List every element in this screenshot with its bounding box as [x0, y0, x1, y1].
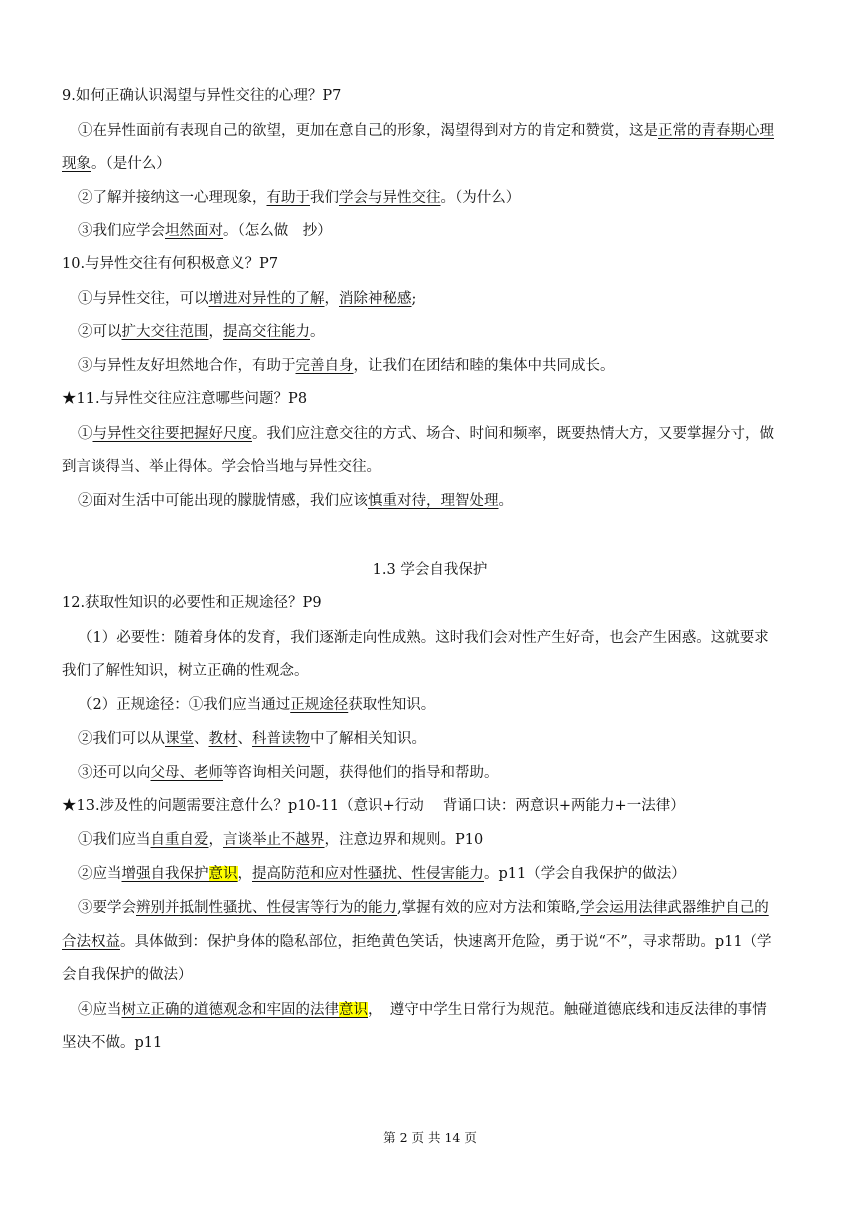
highlighted-text: 意识: [208, 866, 238, 882]
q13-para-4-line-2: [62, 1033, 802, 1053]
q11-para-2: [78, 491, 818, 511]
underlined-text: 坦然面对: [165, 223, 223, 239]
underlined-text: 正规途径: [290, 697, 349, 713]
q10-para-1: [78, 289, 818, 309]
text: 。我们应注意交往的方式、场合、时间和频率，既要热情大方，又要掌握分寸，做: [252, 426, 774, 442]
text: 。: [310, 324, 325, 340]
text: 我们了解性知识，树立正确的性观念。: [62, 663, 309, 679]
text: 到言谈得当、举止得体。学会恰当地与异性交往。: [62, 459, 381, 475]
underlined-text: 教材: [208, 731, 238, 747]
q13-para-2: [78, 864, 818, 884]
text: ①我们应当: [78, 832, 151, 848]
underlined-text: 现象: [62, 156, 91, 172]
text: 我们: [310, 190, 339, 206]
text: ，让我们在团结和睦的集体中共同成长。: [353, 358, 615, 374]
underlined-text: 扩大交往范围: [121, 324, 209, 340]
q9-para-3: [78, 221, 818, 241]
q9-para-1-line-2: [62, 154, 802, 174]
text: ③与异性友好坦然地合作，有助于: [78, 358, 296, 374]
q13-para-3-line-2: [62, 932, 802, 952]
underlined-text: 与异性交往要把握好尺度: [92, 426, 252, 442]
text: ， 遵守中学生日常行为规范。触碰道德底线和违反法律的事情: [368, 1002, 767, 1018]
q12-title-text: 12.获取性知识的必要性和正规途径？P9: [62, 595, 322, 611]
q13-para-3: [78, 898, 818, 918]
underlined-text: 完善自身: [295, 358, 354, 374]
text: ;: [411, 291, 417, 307]
text: ③我们应学会: [78, 223, 165, 239]
text: ②了解并接纳这一心理现象，: [78, 190, 267, 206]
q10-title: [62, 254, 802, 274]
text: ②我们可以从: [78, 731, 165, 747]
underlined-text: 自重自爱: [150, 832, 209, 848]
text: 中了解相关知识。: [310, 731, 426, 747]
text: ①与异性交往，可以: [78, 291, 209, 307]
text: 。p11（学会自我保护的做法）: [484, 866, 686, 882]
text: ②应当: [78, 866, 122, 882]
text: 会自我保护的做法）: [62, 967, 193, 983]
text: 。: [498, 493, 513, 509]
q11-para-1-line-2: [62, 457, 802, 477]
text: ①在异性面前有表现自己的欲望，更加在意自己的形象，渴望得到对方的肯定和赞赏，这是: [78, 123, 658, 139]
text: （1）必要性：随着身体的发育，我们逐渐走向性成熟。这时我们会对性产生好奇，也会产生困惑。这就要求: [78, 630, 769, 646]
underlined-text: 学会与异性交往: [339, 190, 441, 206]
q9-para-1: [78, 121, 818, 141]
text: ,掌握有效的应对方法和策略,: [397, 900, 581, 916]
underlined-text: 有助于: [266, 190, 310, 206]
q9-para-2: [78, 188, 818, 208]
underlined-text: 增强自我保护: [121, 866, 209, 882]
underlined-text: 树立正确的道德观念和牢固的法律: [121, 1002, 339, 1018]
text: ③要学会: [78, 900, 136, 916]
underlined-text: 提高交往能力: [223, 324, 310, 340]
text: ②可以: [78, 324, 122, 340]
q13-para-4: [78, 1000, 818, 1020]
section-heading-text: 1.3 学会自我保护: [372, 562, 488, 578]
q12-para-3: [78, 729, 818, 749]
underlined-text: 科普读物: [252, 731, 310, 747]
underlined-text: 合法权益: [62, 934, 120, 950]
text: ，: [324, 291, 339, 307]
q13-title: [62, 796, 802, 816]
text: 。（是什么）: [91, 156, 171, 172]
q11-title: [62, 389, 802, 409]
underlined-text: 提高防范和应对性骚扰、性侵害能力: [252, 866, 484, 882]
text: 等咨询相关问题，获得他们的指导和帮助。: [223, 765, 499, 781]
highlighted-text: 意识: [339, 1002, 368, 1018]
underlined-text: 学会运用法律武器维护自己的: [580, 900, 769, 916]
text: ①: [78, 426, 93, 442]
q11-title-text: ★11.与异性交往应注意哪些问题？P8: [62, 391, 308, 407]
q13-para-1: [78, 830, 818, 850]
q10-para-2: [78, 322, 818, 342]
page-number: 第 2 页 共 14 页: [383, 1130, 477, 1145]
q12-para-2: [78, 695, 818, 715]
q9-title: [62, 86, 802, 106]
text: 获取性知识。: [348, 697, 436, 713]
q10-title-text: 10.与异性交往有何积极意义？P7: [62, 256, 279, 272]
underlined-text: 课堂: [165, 731, 194, 747]
underlined-text: 慎重对待，理智处理: [368, 493, 499, 509]
q12-para-1-line-2: [62, 661, 802, 681]
section-heading: [0, 560, 860, 580]
text: ④应当: [78, 1002, 122, 1018]
text: ，: [237, 866, 252, 882]
text: 坚决不做。p11: [62, 1035, 163, 1051]
text: 。（怎么做 抄）: [223, 223, 332, 239]
text: ，注意边界和规则。P10: [324, 832, 484, 848]
text: ②面对生活中可能出现的朦胧情感，我们应该: [78, 493, 368, 509]
text: ，: [208, 324, 223, 340]
text: ③还可以向: [78, 765, 151, 781]
text: 、: [194, 731, 209, 747]
underlined-text: 辨别并抵制性骚扰、性侵害等行为的能力: [136, 900, 397, 916]
q9-title-text: 9.如何正确认识渴望与异性交往的心理？P7: [62, 88, 342, 104]
text: 。（为什么）: [440, 190, 521, 206]
underlined-text: 父母、老师: [150, 765, 223, 781]
q12-para-1: [78, 628, 818, 648]
q11-para-1: [78, 424, 818, 444]
text: ，: [208, 832, 223, 848]
underlined-text: 言谈举止不越界: [223, 832, 325, 848]
underlined-text: 消除神秘感: [339, 291, 412, 307]
q12-para-4: [78, 763, 818, 783]
q13-title-text: ★13.涉及性的问题需要注意什么？p10-11（意识+行动 背诵口诀：两意识+两能力+一法律）: [62, 798, 685, 814]
underlined-text: 正常的青春期心理: [658, 123, 774, 139]
q12-title: [62, 593, 802, 613]
underlined-text: 增进对异性的了解: [208, 291, 325, 307]
q13-para-3-line-3: [62, 965, 802, 985]
text: （2）正规途径：①我们应当通过: [78, 697, 291, 713]
page-footer: [0, 1128, 860, 1148]
text: 。具体做到：保护身体的隐私部位，拒绝黄色笑话，快速离开危险，勇于说“不”，寻求帮助。p11（学: [120, 934, 772, 950]
text: 、: [237, 731, 252, 747]
q10-para-3: [78, 356, 818, 376]
